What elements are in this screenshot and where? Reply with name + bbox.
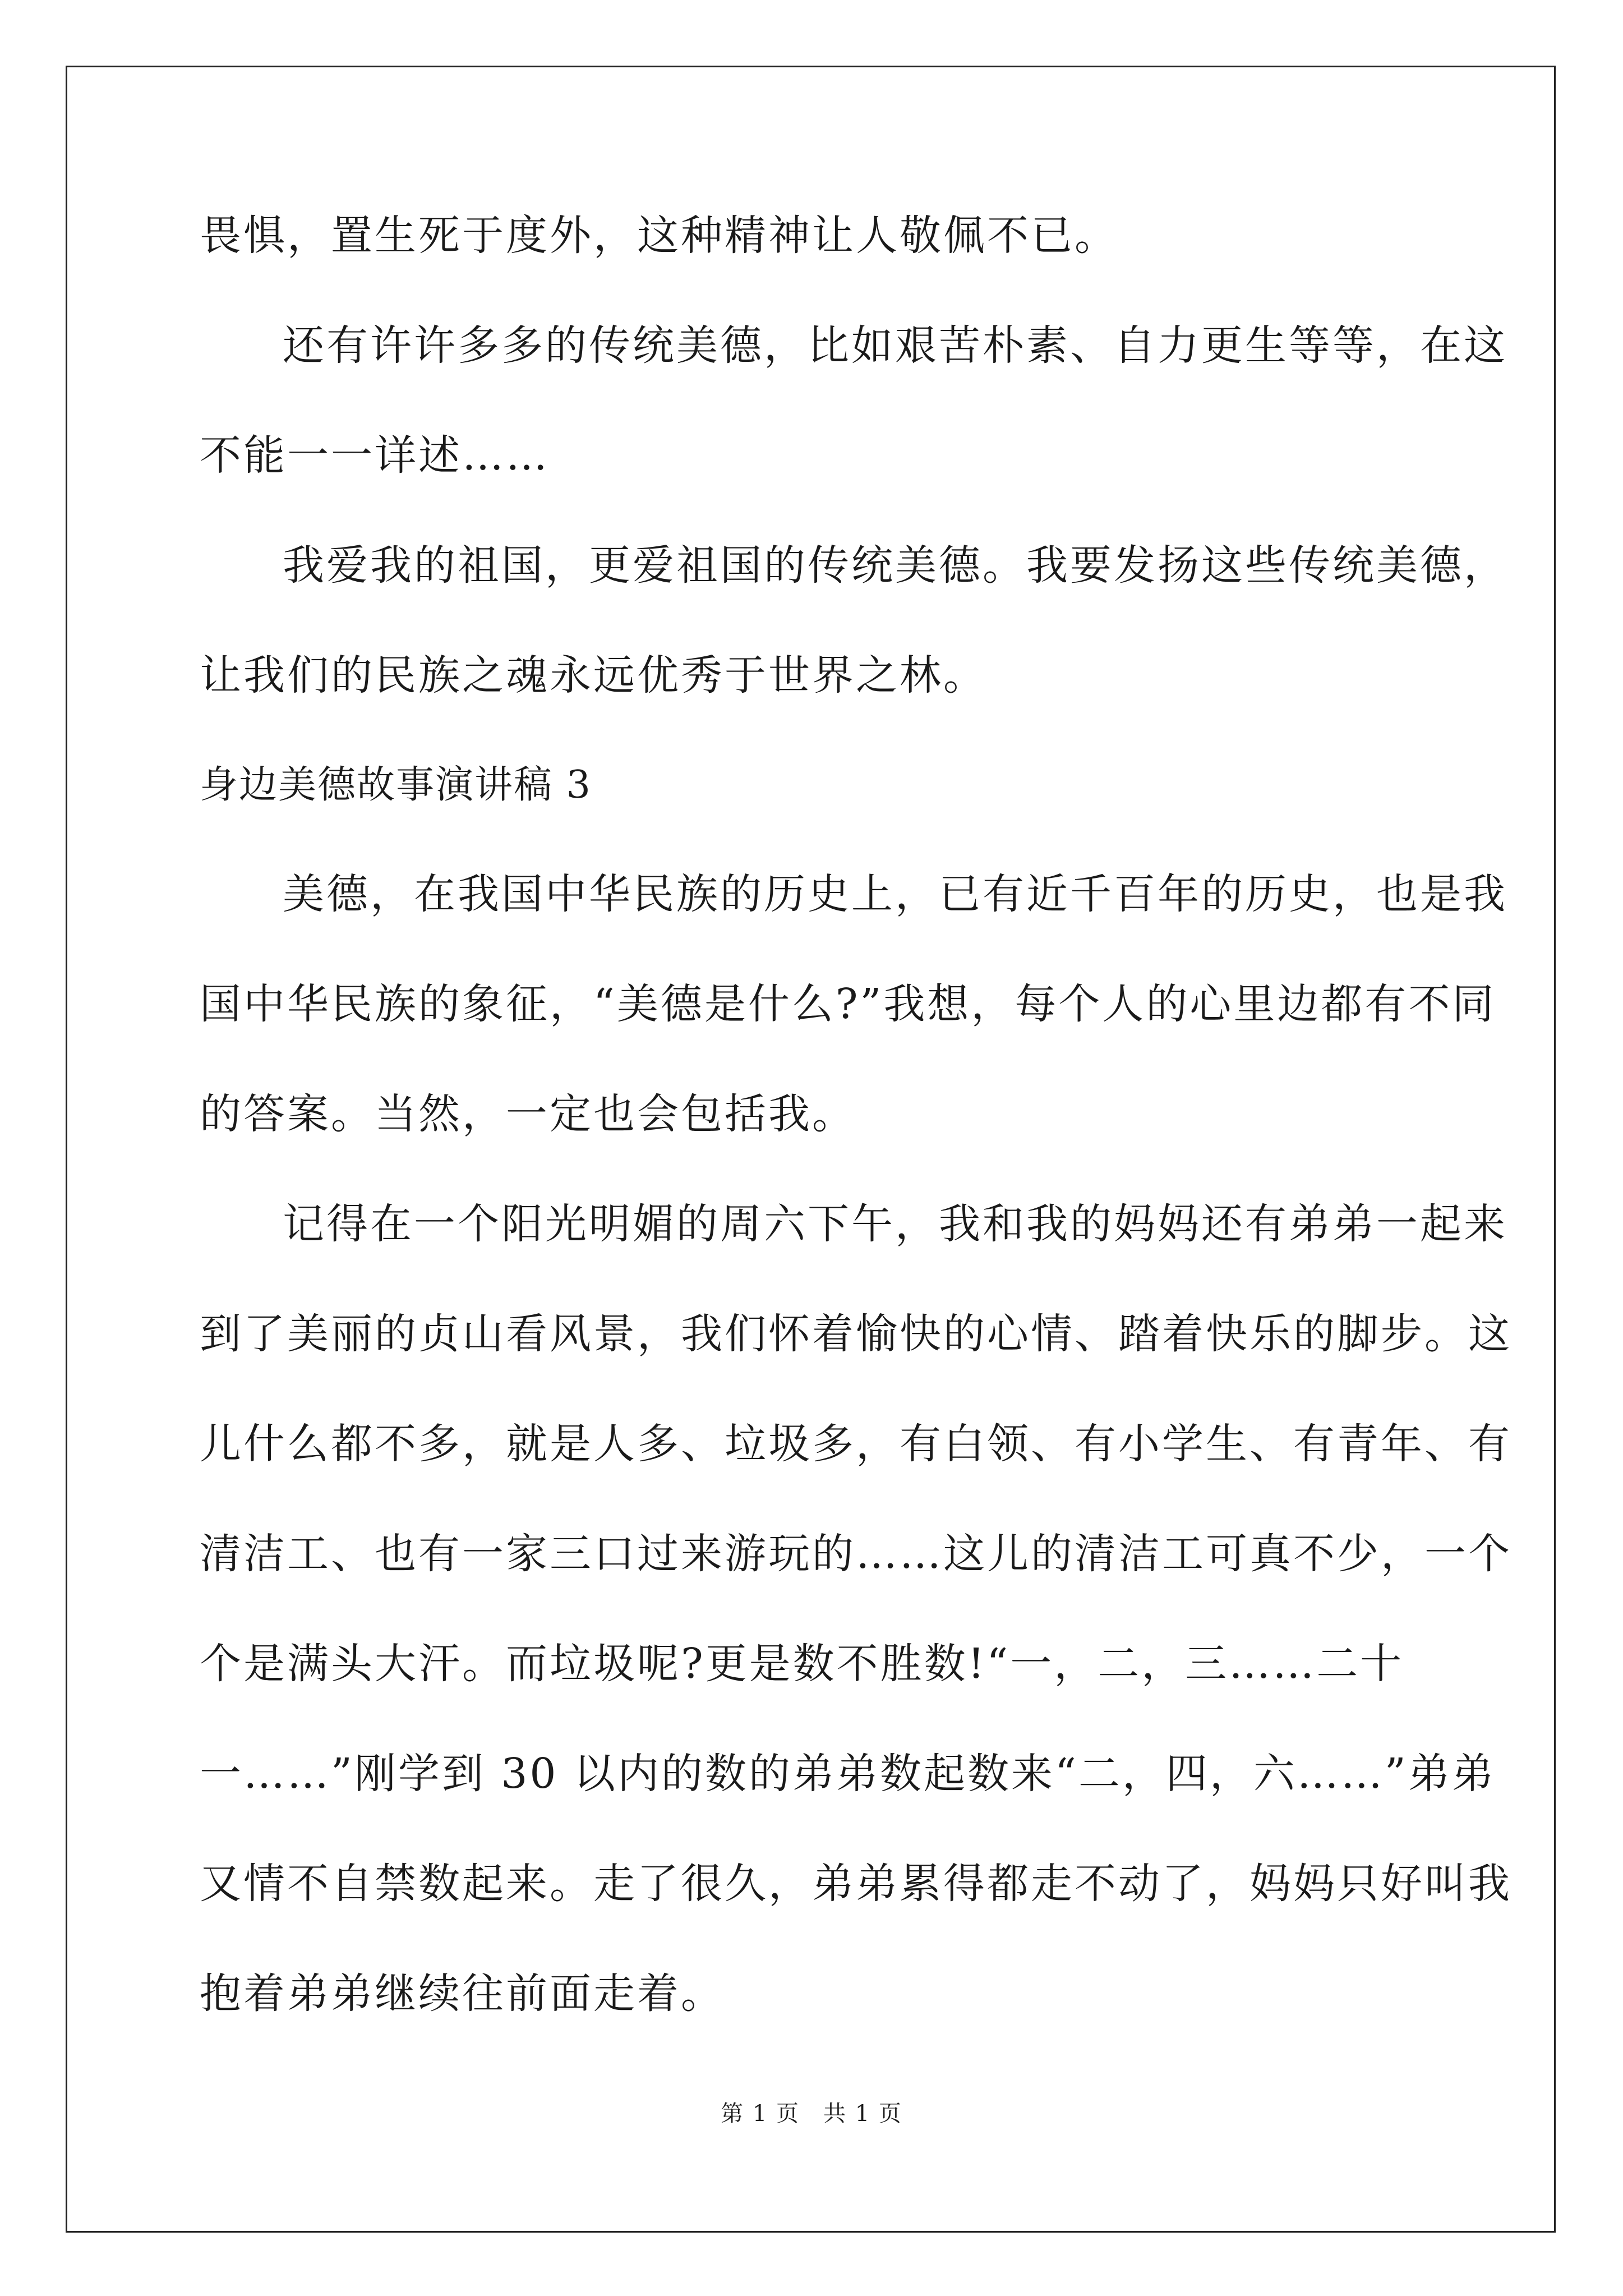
section-heading: 身边美德故事演讲稿 3 <box>200 763 592 807</box>
paragraph-line: 抱着弟弟继续往前面走着。 <box>200 1970 725 2018</box>
paragraph-line: 的答案。当然，一定也会包括我。 <box>200 1090 856 1138</box>
paragraph-line: 国中华民族的象征，“美德是什么?”我想，每个人的心里边都有不同 <box>200 980 1496 1028</box>
paragraph-line: 一……”刚学到 30 以内的数的弟弟数起数来“二，四，六……”弟弟 <box>200 1750 1496 1798</box>
page-footer: 第 1 页 共 1 页 <box>721 2101 902 2127</box>
paragraph-line: 记得在一个阳光明媚的周六下午，我和我的妈妈还有弟弟一起来 <box>283 1200 1507 1248</box>
paragraph-line: 还有许许多多的传统美德，比如艰苦朴素、自力更生等等，在这 <box>283 321 1507 370</box>
paragraph-line: 让我们的民族之魂永远优秀于世界之林。 <box>200 651 987 700</box>
paragraph-line: 到了美丽的贞山看风景，我们怀着愉快的心情、踏着快乐的脚步。这 <box>200 1310 1512 1358</box>
paragraph-line: 儿什么都不多，就是人多、垃圾多，有白领、有小学生、有青年、有 <box>200 1420 1512 1468</box>
paragraph-line: 美德，在我国中华民族的历史上，已有近千百年的历史，也是我 <box>283 870 1507 918</box>
paragraph-line: 不能一一详述…… <box>200 431 550 480</box>
paragraph-line: 畏惧，置生死于度外，这种精神让人敬佩不已。 <box>200 211 1118 260</box>
paragraph-line: 我爱我的祖国，更爱祖国的传统美德。我要发扬这些传统美德， <box>283 541 1507 590</box>
paragraph-line: 又情不自禁数起来。走了很久，弟弟累得都走不动了，妈妈只好叫我 <box>200 1860 1512 1908</box>
paragraph-line: 个是满头大汗。而垃圾呢?更是数不胜数!“一，二，三……二十 <box>200 1640 1404 1688</box>
paragraph-line: 清洁工、也有一家三口过来游玩的……这儿的清洁工可真不少，一个 <box>200 1530 1512 1578</box>
